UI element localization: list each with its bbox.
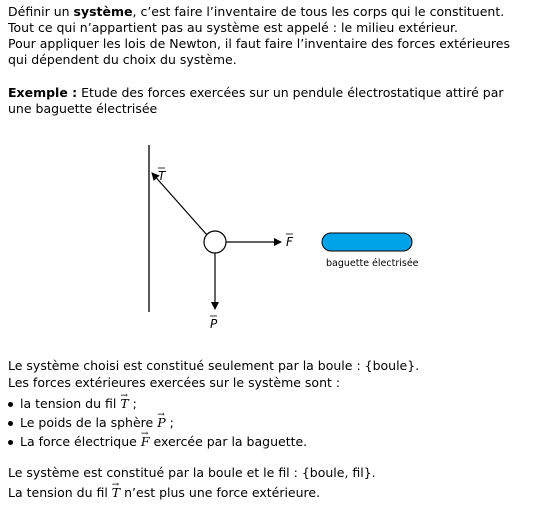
bullet-item [8, 396, 137, 412]
example-text: Etude des forces exercées sur un pendule électrostatique attiré par [77, 85, 504, 100]
bullet-text: ; [165, 415, 174, 430]
system2-text: La tension du fil [8, 485, 112, 500]
bullet-item [8, 434, 307, 450]
bullet-text: exercée par la baguette. [149, 434, 308, 449]
label-T: T [158, 169, 166, 183]
intro-line-2: Tout ce qui n’appartient pas au système est appelé : le milieu extérieur. [8, 20, 458, 35]
vector-T: → T [112, 485, 120, 501]
system2-line-2 [8, 485, 320, 501]
bullet-icon [8, 440, 13, 445]
electrified-rod [322, 233, 412, 251]
intro-text: , c’est faire l’inventaire de tous les corps qui le constituent. [132, 4, 505, 19]
vector-F: → F [141, 434, 150, 450]
ball [204, 231, 226, 253]
bullet-icon [8, 402, 13, 407]
rod-label: baguette électrisée [326, 258, 419, 269]
bullet-item [8, 415, 174, 431]
keyword-systeme: système [73, 4, 133, 19]
bullet-text: la tension du fil [20, 396, 121, 411]
vector-T: → T [120, 396, 128, 412]
label-F: F [286, 235, 293, 249]
intro-line-4: qui dépendent du choix du système. [8, 52, 237, 67]
system1-line-2: Les forces extérieures exercées sur le système sont : [8, 375, 341, 390]
bullet-text: ; [128, 396, 137, 411]
intro-text: Définir un [8, 4, 74, 19]
intro-line-3: Pour appliquer les lois de Newton, il faut faire l’inventaire des forces extérieures [8, 36, 510, 51]
bullet-text: Le poids de la sphère [20, 415, 158, 430]
system1-line-1: Le système choisi est constitué seulement par la boule : {boule}. [8, 358, 420, 373]
example-label: Exemple : [8, 85, 78, 100]
label-P: P [210, 317, 218, 331]
system2-line-1: Le système est constitué par la boule et le fil : {boule, fil}. [8, 465, 376, 480]
bullet-icon [8, 421, 13, 426]
system2-text: n’est plus une force extérieure. [120, 485, 321, 500]
bullet-text: La force électrique [20, 434, 141, 449]
example-line-2: une baguette électrisée [8, 101, 158, 116]
vector-P: → P [157, 415, 165, 431]
